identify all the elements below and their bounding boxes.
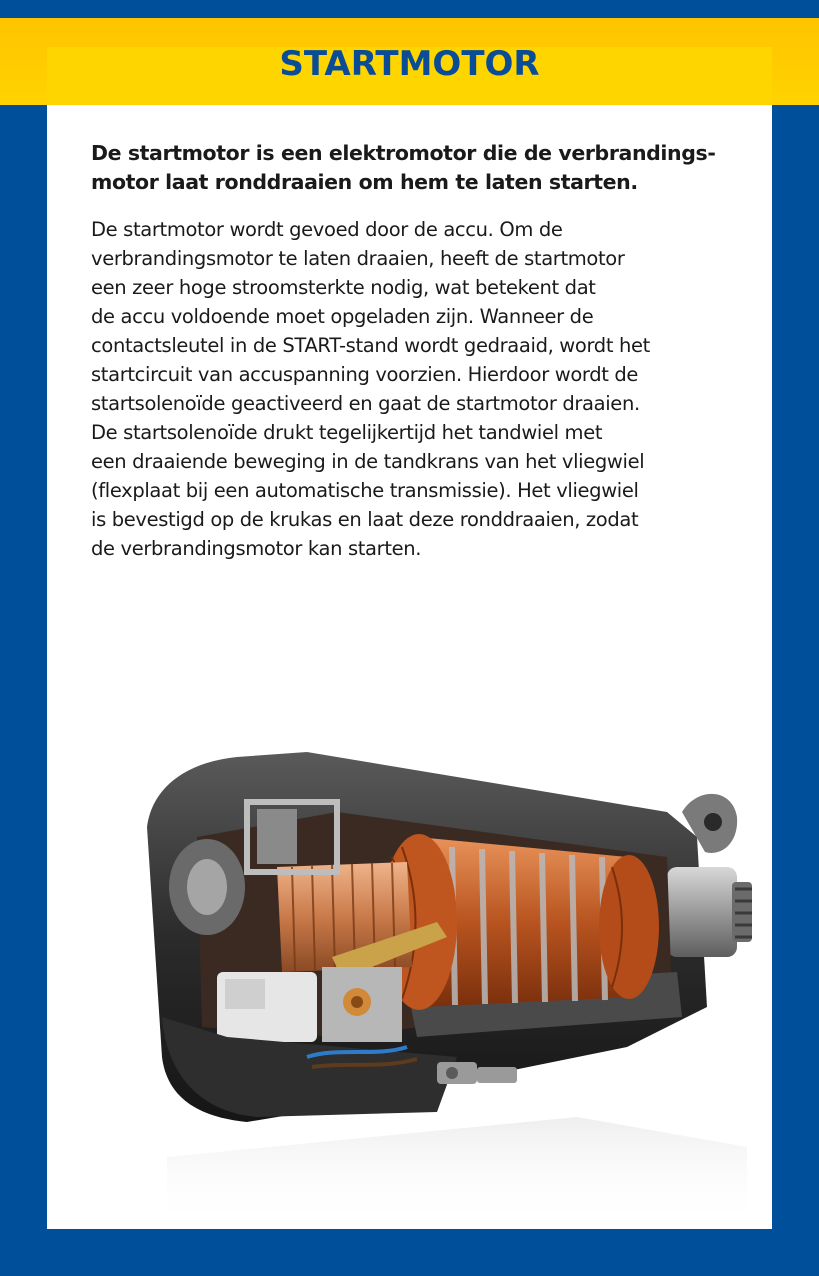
body-line: startcircuit van accuspanning voorzien. Hierdoor wordt de — [91, 363, 639, 386]
lead-paragraph — [91, 139, 716, 197]
page-title: STARTMOTOR — [279, 44, 540, 84]
content-card — [47, 44, 772, 1229]
body-line: verbrandingsmotor te laten draaien, heeft de startmotor — [91, 247, 625, 270]
starter-motor-image — [107, 717, 757, 1227]
card-header — [47, 44, 772, 105]
body-line: een draaiende beweging in de tandkrans van het vliegwiel — [91, 450, 645, 473]
body-line: een zeer hoge stroomsterkte nodig, wat betekent dat — [91, 276, 596, 299]
body-line: De startsolenoïde drukt tegelijkertijd het tandwiel met — [91, 421, 603, 444]
body-line: De startmotor wordt gevoed door de accu. Om de — [91, 218, 563, 241]
lead-line: De startmotor is een elektromotor die de verbrandings- — [91, 141, 716, 165]
body-line: (flexplaat bij een automatische transmissie). Het vliegwiel — [91, 479, 639, 502]
body-paragraph — [91, 215, 731, 563]
body-line: contactsleutel in de START-stand wordt gedraaid, wordt het — [91, 334, 650, 357]
body-line: startsolenoïde geactiveerd en gaat de startmotor draaien. — [91, 392, 640, 415]
body-line: de accu voldoende moet opgeladen zijn. Wanneer de — [91, 305, 594, 328]
body-line: de verbrandingsmotor kan starten. — [91, 537, 422, 560]
lead-line: motor laat ronddraaien om hem te laten starten. — [91, 170, 638, 194]
body-line: is bevestigd op de krukas en laat deze ronddraaien, zodat — [91, 508, 639, 531]
